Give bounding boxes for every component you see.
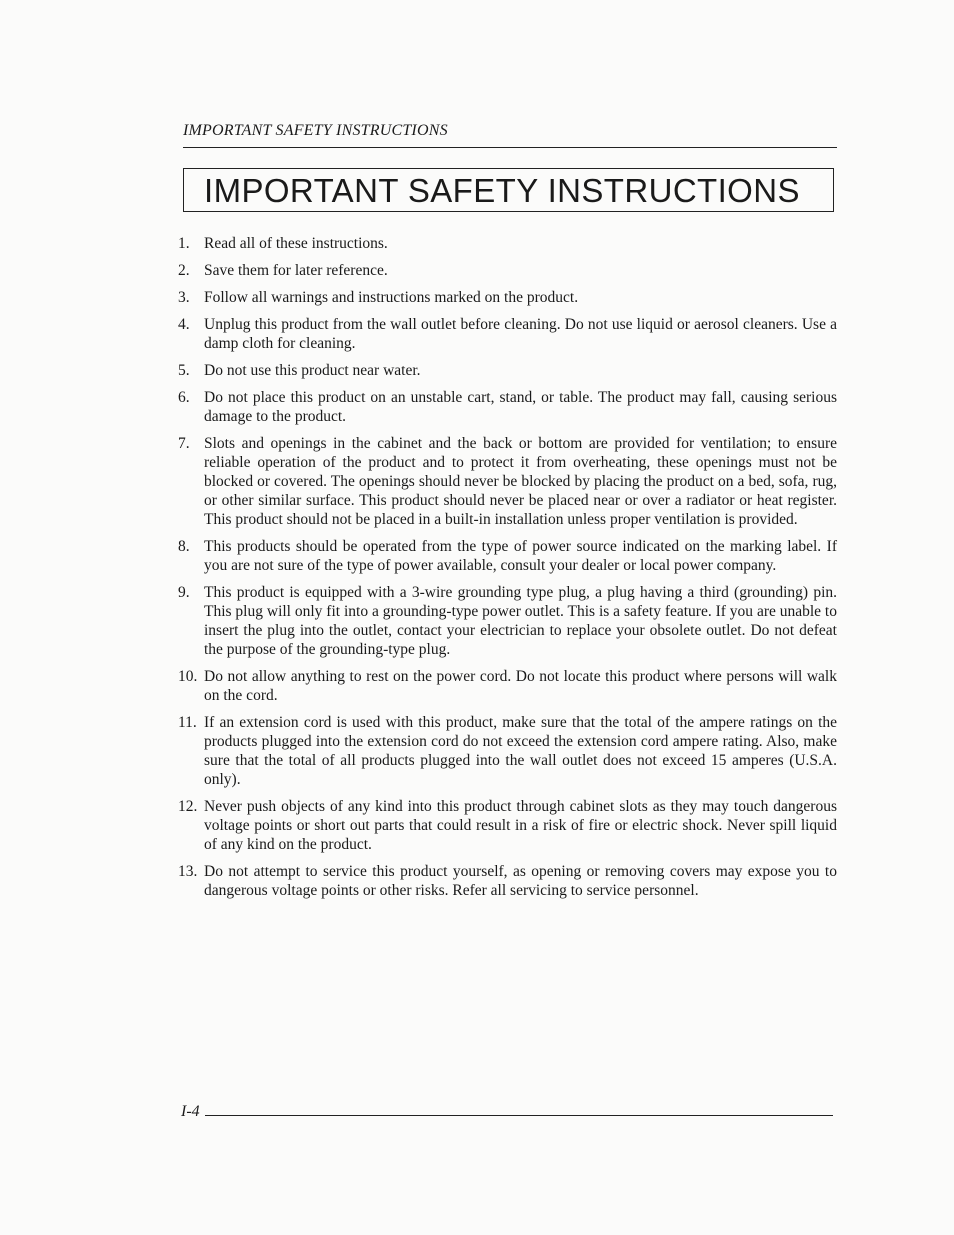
list-item <box>178 713 837 789</box>
page-title: IMPORTANT SAFETY INSTRUCTIONS <box>204 172 800 209</box>
item-number: 9. <box>178 584 190 601</box>
item-number: 3. <box>178 289 190 306</box>
list-item <box>178 361 837 380</box>
item-number: 12. <box>178 798 198 815</box>
list-item <box>178 583 837 659</box>
item-text: Do not place this product on an unstable cart, stand, or table. The product may fall, causing serious damage to the product. <box>204 389 837 425</box>
item-text: Follow all warnings and instructions marked on the product. <box>204 289 579 306</box>
item-number: 6. <box>178 389 190 406</box>
item-number: 10. <box>178 668 198 685</box>
item-number: 4. <box>178 316 190 333</box>
item-number: 13. <box>178 863 198 880</box>
item-text: Unplug this product from the wall outlet before cleaning. Do not use liquid or aerosol cleaners. Use a damp cloth for cleaning. <box>204 316 837 352</box>
item-text: This products should be operated from the type of power source indicated on the marking label. If you are not sure of the type of power available, consult your dealer or local power company. <box>204 538 837 574</box>
instruction-list <box>178 234 837 900</box>
list-item <box>178 288 837 307</box>
item-number: 11. <box>178 714 197 731</box>
item-number: 7. <box>178 435 190 452</box>
item-text: Slots and openings in the cabinet and the back or bottom are provided for ventilation; to ensure reliable operation of the product and to protect it from overheating, these openings must not be blocked or covered. The openings should never be blocked by placing the product on a bed, sofa, rug, or other similar surface. This product should never be placed near or over a radiator or heat register. This product should not be placed in a built-in installation unless proper ventilation is provided. <box>204 435 837 528</box>
list-item <box>178 261 837 280</box>
header-rule <box>183 147 837 148</box>
item-number: 1. <box>178 235 190 252</box>
list-item <box>178 797 837 854</box>
list-item <box>178 315 837 353</box>
item-text: Read all of these instructions. <box>204 235 388 252</box>
footer-rule <box>205 1115 833 1116</box>
running-header: IMPORTANT SAFETY INSTRUCTIONS <box>183 122 448 139</box>
item-text: Do not allow anything to rest on the power cord. Do not locate this product where persons will walk on the cord. <box>204 668 837 704</box>
list-item <box>178 388 837 426</box>
item-text: Never push objects of any kind into this product through cabinet slots as they may touch dangerous voltage points or short out parts that could result in a risk of fire or electric shock. Never spill liquid of any kind on the product. <box>204 798 837 853</box>
list-item <box>178 234 837 253</box>
list-item <box>178 434 837 529</box>
item-number: 8. <box>178 538 190 555</box>
page-number: I-4 <box>181 1103 200 1120</box>
list-item <box>178 667 837 705</box>
title-box <box>183 168 834 212</box>
list-item <box>178 862 837 900</box>
item-text: Do not use this product near water. <box>204 362 421 379</box>
item-text: Do not attempt to service this product yourself, as opening or removing covers may expose you to dangerous voltage points or other risks. Refer all servicing to service personnel. <box>204 863 837 899</box>
item-text: Save them for later reference. <box>204 262 388 279</box>
item-number: 5. <box>178 362 190 379</box>
item-number: 2. <box>178 262 190 279</box>
item-text: This product is equipped with a 3-wire grounding type plug, a plug having a third (grounding) pin. This plug will only fit into a grounding-type power outlet. This is a safety feature. If you are unable to insert the plug into the outlet, contact your electrician to replace your obsolete outlet. Do not defeat the purpose of the grounding-type plug. <box>204 584 837 658</box>
list-item <box>178 537 837 575</box>
item-text: If an extension cord is used with this product, make sure that the total of the ampere ratings on the products plugged into the extension cord do not exceed the extension cord ampere rating. Also, make sure that the total of all products plugged into the wall outlet does not exceed 15 amperes (U.S.A. only). <box>204 714 837 788</box>
